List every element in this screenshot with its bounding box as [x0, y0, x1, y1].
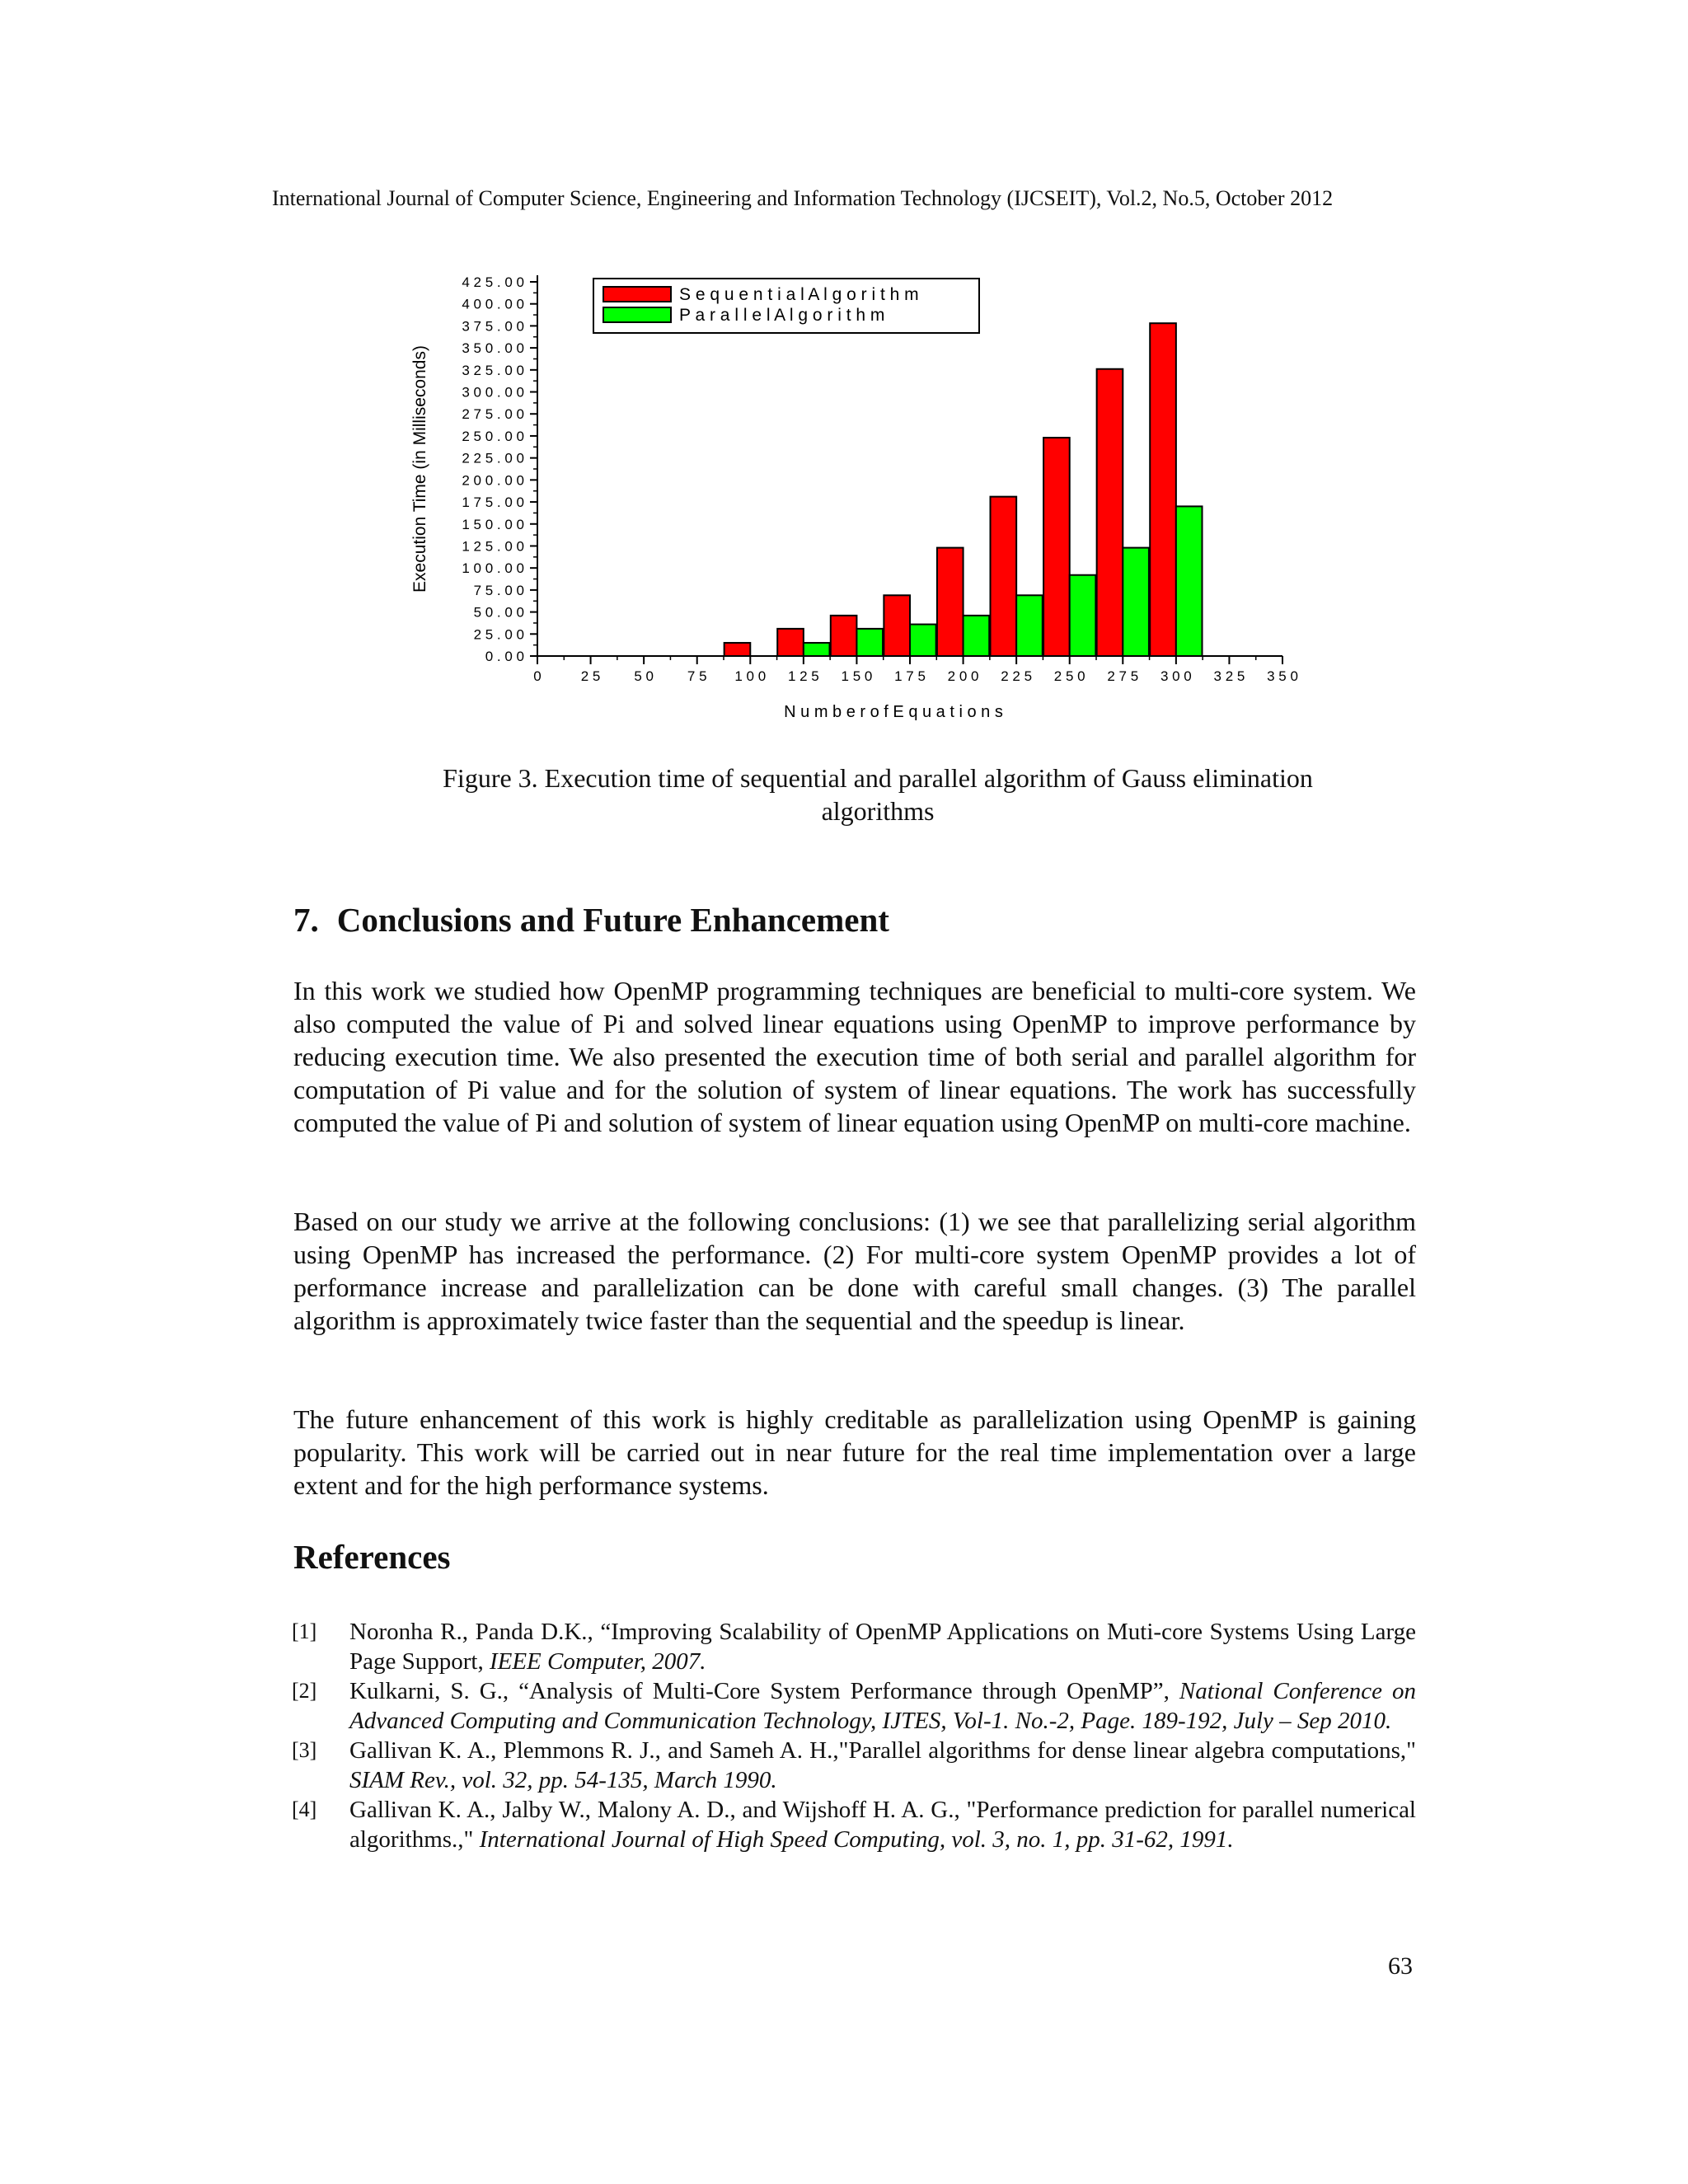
y-tick-label: 1 7 5 . 0 0 [462, 494, 524, 511]
paragraph-2: Based on our study we arrive at the following conclusions: (1) we see that parallelizing serial algorithm using OpenMP has increased the performance. (2) For multi-core system OpenMP provides a lot of performance increase and parallelization can be done with careful small changes. (3) The parallel algorithm is approximately twice faster than the sequential and the speedup is linear. [293, 1207, 1416, 1335]
x-tick-label: 3 2 5 [1213, 668, 1245, 684]
parallel-bar [856, 629, 883, 656]
parallel-bar [1016, 595, 1043, 656]
paragraph-3: The future enhancement of this work is highly creditable as parallelization using OpenMP is gaining popularity. This work will be carried out in near future for the real time implementation over a large extent and for the high performance systems. [293, 1404, 1416, 1500]
references-heading: References [293, 1538, 451, 1576]
y-tick-label: 2 2 5 . 0 0 [462, 450, 524, 466]
legend-label: S e q u e n t i a l A l g o r i t h m [679, 285, 919, 304]
y-tick-label: 3 0 0 . 0 0 [462, 384, 524, 401]
reference-list [292, 1617, 1416, 1854]
y-tick-label: 2 7 5 . 0 0 [462, 406, 524, 423]
x-tick-label: 1 2 5 [787, 668, 819, 684]
paragraph-1: In this work we studied how OpenMP programming techniques are beneficial to multi-core system. We also computed the value of Pi and solved linear equations using OpenMP to improve performance by reducing execution time. We also presented the execution time of both serial and parallel algorithm for computation of Pi value and for the solution of system of linear equations. The work has successfully computed the value of Pi and solution of system of linear equation using OpenMP on multi-core machine. [293, 976, 1416, 1137]
x-tick-label: 2 5 [580, 668, 601, 684]
reference-item [292, 1795, 1416, 1854]
x-tick-label: 1 7 5 [894, 668, 926, 684]
y-tick-label: 3 2 5 . 0 0 [462, 362, 524, 378]
sequential-bar [1150, 323, 1176, 656]
reference-item [292, 1617, 1416, 1676]
x-axis-title: N u m b e r o f E q u a t i o n s [784, 703, 1003, 721]
x-tick-label: 1 0 0 [734, 668, 767, 684]
reference-item [292, 1676, 1416, 1736]
figure-caption [346, 762, 1409, 827]
x-tick-label: 3 5 0 [1267, 668, 1298, 684]
parallel-bar [1123, 548, 1149, 656]
x-tick-label: 1 5 0 [841, 668, 873, 684]
y-tick-label: 2 5 . 0 0 [473, 626, 524, 643]
figure-caption-line2: algorithms [821, 796, 935, 826]
legend-label: P a r a l l e l A l g o r i t h m [679, 306, 885, 325]
reference-index: [4] [292, 1797, 317, 1821]
y-tick-label: 1 2 5 . 0 0 [462, 538, 524, 555]
sequential-bar [777, 629, 804, 656]
y-tick-label: 4 0 0 . 0 0 [462, 296, 524, 312]
reference-text: Kulkarni, S. G., “Analysis of Multi-Core System Performance through OpenMP”, National Conference on Advanced Computing and Communication Technology, IJTES, Vol-1. No.-2, Page. 189-192, July – Sep 2010. [349, 1678, 1416, 1734]
y-tick-label: 1 5 0 . 0 0 [462, 516, 524, 532]
figure-caption-line1: Figure 3. Execution time of sequential and parallel algorithm of Gauss elimination [443, 763, 1313, 793]
sequential-bar [1097, 369, 1123, 656]
reference-index: [1] [292, 1619, 317, 1643]
reference-text: Gallivan K. A., Plemmons R. J., and Sameh A. H.,"Parallel algorithms for dense linear algebra computations," SIAM Rev., vol. 32, pp. 54-135, March 1990. [349, 1737, 1416, 1793]
reference-index: [3] [292, 1738, 317, 1762]
parallel-bar [1176, 506, 1203, 656]
parallel-bar [910, 625, 936, 656]
execution-time-chart [396, 264, 1343, 725]
parallel-bar [1070, 575, 1096, 656]
legend-swatch [603, 287, 671, 302]
parallel-bar [804, 643, 830, 656]
parallel-bar [964, 616, 990, 656]
x-tick-label: 2 7 5 [1107, 668, 1139, 684]
reference-text: Noronha R., Panda D.K., “Improving Scalability of OpenMP Applications on Muti-core Systems Using Large Page Support, IEEE Computer, 2007. [349, 1619, 1416, 1675]
sequential-bar [884, 595, 910, 656]
section-heading [293, 900, 889, 940]
y-tick-label: 7 5 . 0 0 [473, 582, 524, 598]
x-tick-label: 5 0 [634, 668, 654, 684]
y-tick-label: 3 5 0 . 0 0 [462, 340, 524, 357]
sequential-bar [831, 616, 857, 656]
y-tick-label: 3 7 5 . 0 0 [462, 318, 524, 335]
reference-item [292, 1736, 1416, 1795]
section-title: Conclusions and Future Enhancement [336, 901, 889, 939]
sequential-bar [1043, 438, 1070, 656]
section-number: 7. [293, 901, 319, 939]
reference-text: Gallivan K. A., Jalby W., Malony A. D., and Wijshoff H. A. G., "Performance prediction for parallel numerical algorithms.," International Journal of High Speed Computing, vol. 3, no. 1, pp. 31-62, 1991. [349, 1797, 1416, 1853]
y-tick-label: 1 0 0 . 0 0 [462, 560, 524, 577]
page-number: 63 [1388, 1952, 1413, 1980]
x-tick-label: 2 2 5 [1001, 668, 1033, 684]
y-tick-label: 2 0 0 . 0 0 [462, 472, 524, 489]
x-tick-label: 2 5 0 [1053, 668, 1085, 684]
x-tick-label: 3 0 0 [1160, 668, 1192, 684]
x-tick-label: 7 5 [687, 668, 707, 684]
x-tick-label: 2 0 0 [947, 668, 979, 684]
sequential-bar [937, 548, 964, 656]
legend-swatch [603, 307, 671, 322]
y-tick-label: 2 5 0 . 0 0 [462, 428, 524, 444]
sequential-bar [991, 497, 1017, 656]
y-axis-title: Execution Time (in Milliseconds) [410, 345, 429, 593]
sequential-bar [724, 643, 751, 656]
y-tick-label: 4 2 5 . 0 0 [462, 274, 524, 290]
running-header: International Journal of Computer Science, Engineering and Information Technology (IJCSEIT), Vol.2, No.5, October 2012 [272, 186, 1334, 210]
x-tick-label: 0 [533, 668, 542, 684]
y-tick-label: 5 0 . 0 0 [473, 604, 524, 621]
reference-index: [2] [292, 1679, 317, 1703]
y-tick-label: 0 . 0 0 [485, 649, 524, 664]
